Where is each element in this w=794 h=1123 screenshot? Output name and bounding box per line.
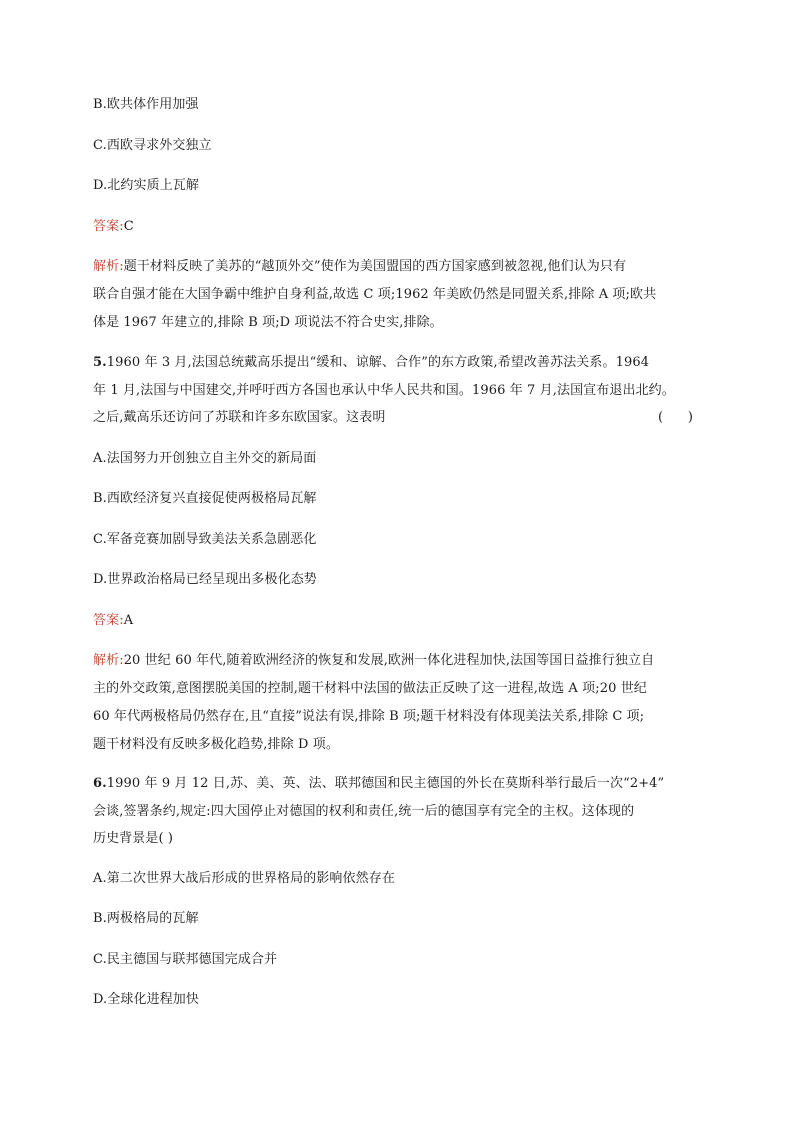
q5-answer-label: 答案: — [93, 613, 124, 628]
q6-option-a: A.第二次世界大战后形成的世界格局的影响依然存在 — [93, 871, 395, 886]
q5-answer — [93, 613, 703, 629]
q5-option-c: C.军备竞赛加剧导致美法关系急剧恶化 — [93, 532, 317, 547]
q5-option-d: D.世界政治格局已经呈现出多极化态势 — [93, 572, 317, 587]
q6-number: 6. — [93, 776, 107, 791]
q6-stem-line-1 — [93, 776, 703, 792]
q6-stem-text-1: 1990 年 9 月 12 日,苏、美、英、法、联邦德国和民主德国的外长在莫斯科举行最后一次“2+4” — [106, 776, 665, 791]
q5-analysis-line-4: 题干材料没有反映多极化趋势,排除 D 项。 — [93, 737, 339, 752]
q4-option-b: B.欧共体作用加强 — [93, 97, 199, 112]
q5-analysis-label: 解析: — [93, 653, 124, 668]
q5-stem-line-3: 之后,戴高乐还访问了苏联和许多东欧国家。这表明 — [93, 410, 386, 425]
q5-option-a: A.法国努力开创独立自主外交的新局面 — [93, 451, 317, 466]
q5-analysis-line-2: 主的外交政策,意图摆脱美国的控制,题干材料中法国的做法正反映了这一进程,故选 A 项;20 世纪 — [93, 681, 647, 696]
q5-analysis-text-1: 20 世纪 60 年代,随着欧洲经济的恢复和发展,欧洲一体化进程加快,法国等国日益推行独立自 — [123, 653, 655, 668]
q4-analysis-text-1: 题干材料反映了美苏的“越顶外交”使作为美国盟国的西方国家感到被忽视,他们认为只有 — [123, 259, 627, 274]
q4-answer — [93, 219, 703, 235]
q5-answer-value: A — [123, 613, 134, 628]
q6-stem-line-2: 会谈,签署条约,规定:四大国停止对德国的权利和责任,统一后的德国享有完全的主权。这体现的 — [93, 804, 635, 819]
q4-analysis-label: 解析: — [93, 259, 124, 274]
q4-option-c: C.西欧寻求外交独立 — [93, 138, 212, 153]
q5-stem-line-1 — [93, 355, 703, 371]
q4-answer-value: C — [123, 219, 134, 234]
q5-stem-text-1: 1960 年 3 月,法国总统戴高乐提出“缓和、谅解、合作”的东方政策,希望改善苏法关系。1964 — [106, 355, 650, 370]
q5-stem-line-2: 年 1 月,法国与中国建交,并呼吁西方各国也承认中华人民共和国。1966 年 7 月,法国宣布退出北约。 — [93, 383, 675, 398]
q5-analysis-line-3: 60 年代两极格局仍然存在,且“直接”说法有误,排除 B 项;题干材料没有体现美法关系,排除 C 项; — [93, 709, 645, 724]
q5-number: 5. — [93, 355, 107, 370]
q4-option-d: D.北约实质上瓦解 — [93, 178, 199, 193]
q5-option-b: B.西欧经济复兴直接促使两极格局瓦解 — [93, 491, 317, 506]
q6-option-c: C.民主德国与联邦德国完成合并 — [93, 952, 278, 967]
q6-option-d: D.全球化进程加快 — [93, 992, 199, 1007]
q5-answer-blank: ( ) — [658, 410, 693, 425]
q6-stem-line-3: 历史背景是( ) — [93, 831, 174, 846]
q4-answer-label: 答案: — [93, 219, 124, 234]
q6-option-b: B.两极格局的瓦解 — [93, 911, 199, 926]
q4-analysis-line-2: 联合自强才能在大国争霸中维护自身利益,故选 C 项;1962 年美欧仍然是同盟关系,排除 A 项;欧共 — [93, 287, 657, 302]
q4-analysis-line-3: 体是 1967 年建立的,排除 B 项;D 项说法不符合史实,排除。 — [93, 315, 443, 330]
q5-analysis-line-1 — [93, 653, 703, 669]
q4-analysis-line-1 — [93, 259, 703, 275]
